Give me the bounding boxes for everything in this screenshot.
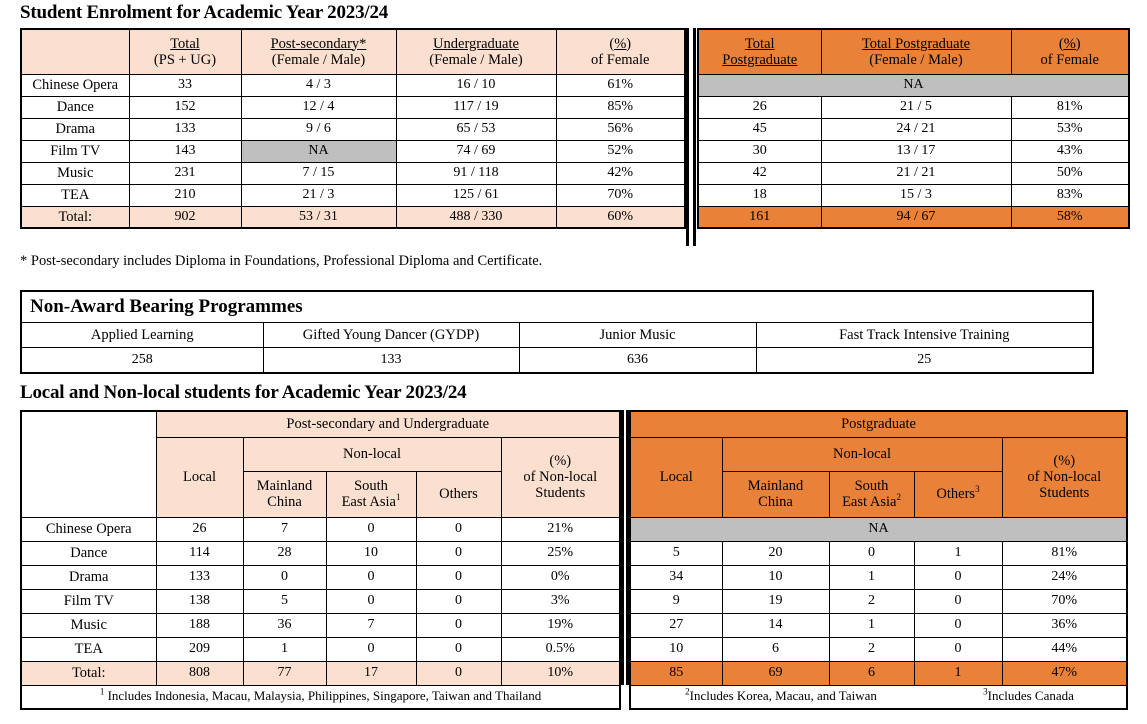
row-label: Drama <box>21 565 156 589</box>
non-award-banner-row <box>21 291 1093 323</box>
table-row <box>630 541 1127 565</box>
cell-percent-female: 56% <box>556 118 685 140</box>
total-mainland-china: 77 <box>243 661 326 685</box>
cell-pg-local: 27 <box>630 613 722 637</box>
table-separator-right <box>693 28 696 246</box>
local-nonlocal-table-left <box>20 410 621 710</box>
cell-undergraduate: 65 / 53 <box>396 118 556 140</box>
table-row <box>698 96 1129 118</box>
row-label: Music <box>21 613 156 637</box>
group-header-ps-ug: Post-secondary and Undergraduate <box>156 411 620 437</box>
total-post-secondary: 53 / 31 <box>241 206 396 228</box>
cell-percent-nonlocal: 0% <box>501 565 620 589</box>
header-pg-south-east-asia <box>829 471 914 517</box>
table3-group-row <box>21 411 620 437</box>
table3-separator-left <box>621 410 624 685</box>
cell-post-secondary: 9 / 6 <box>241 118 396 140</box>
table-row <box>21 613 620 637</box>
cell-local: 133 <box>156 565 243 589</box>
cell-local: 188 <box>156 613 243 637</box>
table3-subgroup-row <box>630 437 1127 471</box>
cell-pg-female-male: 21 / 5 <box>821 96 1011 118</box>
cell-pg-south-east-asia: 1 <box>829 613 914 637</box>
cell-undergraduate: 91 / 118 <box>396 162 556 184</box>
table-row <box>630 589 1127 613</box>
cell-pg-total: 30 <box>698 140 821 162</box>
cell-mainland-china: 1 <box>243 637 326 661</box>
table3-footnote-row <box>630 685 1127 709</box>
cell-undergraduate: 125 / 61 <box>396 184 556 206</box>
cell-mainland-china: 28 <box>243 541 326 565</box>
total-local: 808 <box>156 661 243 685</box>
non-award-value-row <box>21 348 1093 373</box>
header-total-pg-female-male <box>821 29 1011 74</box>
group-header-postgraduate: Postgraduate <box>630 411 1127 437</box>
header-total-pg-female-male-line2: (Female / Male) <box>869 51 963 68</box>
header-total <box>129 29 241 74</box>
cell-local: 26 <box>156 517 243 541</box>
cell-pg-percent-nonlocal: 44% <box>1002 637 1127 661</box>
cell-percent-nonlocal: 0.5% <box>501 637 620 661</box>
header-others: Others <box>416 471 501 517</box>
table-row <box>698 74 1129 96</box>
header-pg-others: Others$^3$ <box>914 471 1002 517</box>
cell-others: 0 <box>416 637 501 661</box>
cell-pg-mainland-china: 19 <box>722 589 829 613</box>
table3-corner-blank <box>21 411 156 517</box>
row-label: Dance <box>21 541 156 565</box>
sea-line2: East Asia$^2$ <box>842 492 901 510</box>
header-percent-female <box>556 29 685 74</box>
cell-local: 114 <box>156 541 243 565</box>
sea-line1: South <box>854 477 889 494</box>
header-undergraduate-line2: (Female / Male) <box>429 51 523 68</box>
header-post-secondary <box>241 29 396 74</box>
cell-pg-total: 18 <box>698 184 821 206</box>
cell-pg-south-east-asia: 2 <box>829 589 914 613</box>
mainland-line1: Mainland <box>747 477 804 494</box>
table-total-row <box>21 661 620 685</box>
header-pg-local: Local <box>630 437 722 517</box>
footnote-2-3 <box>630 685 1127 709</box>
header-pg-non-local: Non-local <box>722 437 1002 471</box>
cell-pg-percent-nonlocal: 36% <box>1002 613 1127 637</box>
cell-pg-mainland-china: 6 <box>722 637 829 661</box>
table3-group-row <box>630 411 1127 437</box>
cell-south-east-asia: 10 <box>326 541 416 565</box>
cell-pg-na: NA <box>698 74 1129 96</box>
cell-pg-percent-nonlocal: 70% <box>1002 589 1127 613</box>
table-row <box>21 541 620 565</box>
cell-others: 0 <box>416 565 501 589</box>
total-pg-others: 1 <box>914 661 1002 685</box>
non-award-value: 636 <box>519 348 756 373</box>
table-row <box>698 118 1129 140</box>
row-label: Film TV <box>21 589 156 613</box>
enrolment-table-left <box>20 28 686 229</box>
table-row <box>21 589 620 613</box>
table-row <box>698 184 1129 206</box>
cell-total: 33 <box>129 74 241 96</box>
cell-pg-total: 26 <box>698 96 821 118</box>
header-undergraduate-line1: Undergraduate <box>433 35 519 52</box>
cell-pg-others: 0 <box>914 613 1002 637</box>
total-label: Total: <box>21 661 156 685</box>
cell-percent-female: 85% <box>556 96 685 118</box>
cell-percent-nonlocal: 3% <box>501 589 620 613</box>
cell-pg-female-male: 24 / 21 <box>821 118 1011 140</box>
non-award-banner: Non-Award Bearing Programmes <box>21 291 1093 323</box>
cell-post-secondary: NA <box>241 140 396 162</box>
table-row <box>21 140 685 162</box>
total-pg-mainland-china: 69 <box>722 661 829 685</box>
non-award-header-row <box>21 323 1093 348</box>
non-award-column-header: Gifted Young Dancer (GYDP) <box>263 323 519 348</box>
cell-percent-female: 70% <box>556 184 685 206</box>
non-award-table <box>20 290 1094 374</box>
header-corner-blank <box>21 29 129 74</box>
cell-pg-percent-nonlocal: 24% <box>1002 565 1127 589</box>
total-pg-south-east-asia: 6 <box>829 661 914 685</box>
total-south-east-asia: 17 <box>326 661 416 685</box>
table-total-row <box>630 661 1127 685</box>
table-row <box>21 637 620 661</box>
cell-pg-others: 1 <box>914 541 1002 565</box>
row-label: TEA <box>21 637 156 661</box>
cell-post-secondary: 4 / 3 <box>241 74 396 96</box>
table-row <box>21 118 685 140</box>
cell-pg-local: 34 <box>630 565 722 589</box>
header-total-pg-female-male-line1: Total Postgraduate <box>861 35 971 52</box>
header-pg-percent-female-line1: (%) <box>1058 35 1081 52</box>
table-row <box>630 613 1127 637</box>
cell-south-east-asia: 0 <box>326 565 416 589</box>
pct-line1: (%) <box>1053 452 1076 469</box>
total-others: 0 <box>416 661 501 685</box>
header-pg-percent-female <box>1011 29 1129 74</box>
cell-post-secondary: 21 / 3 <box>241 184 396 206</box>
cell-pg-others: 0 <box>914 589 1002 613</box>
table3-footnote-row <box>21 685 620 709</box>
cell-undergraduate: 16 / 10 <box>396 74 556 96</box>
row-label: Film TV <box>21 140 129 162</box>
header-local: Local <box>156 437 243 517</box>
header-south-east-asia <box>326 471 416 517</box>
header-total-postgraduate-line1: Total <box>744 35 775 52</box>
cell-others: 0 <box>416 517 501 541</box>
mainland-line1: Mainland <box>256 477 313 494</box>
total-undergraduate: 488 / 330 <box>396 206 556 228</box>
cell-pg-total: 42 <box>698 162 821 184</box>
cell-pg-south-east-asia: 0 <box>829 541 914 565</box>
footnote-3: $^3$Includes Canada <box>983 687 1074 704</box>
non-award-column-header: Fast Track Intensive Training <box>756 323 1093 348</box>
table-header-row <box>698 29 1129 74</box>
local-nonlocal-table-right <box>629 410 1128 710</box>
total-percent-nonlocal: 10% <box>501 661 620 685</box>
row-label: Chinese Opera <box>21 517 156 541</box>
cell-pg-local: 10 <box>630 637 722 661</box>
total-pg-local: 85 <box>630 661 722 685</box>
cell-south-east-asia: 0 <box>326 637 416 661</box>
non-award-value: 133 <box>263 348 519 373</box>
total-pg-percent-female: 58% <box>1011 206 1129 228</box>
total-label: Total: <box>21 206 129 228</box>
sea-line2: East Asia$^1$ <box>341 492 401 510</box>
cell-percent-female: 52% <box>556 140 685 162</box>
row-label: Music <box>21 162 129 184</box>
cell-pg-female-male: 21 / 21 <box>821 162 1011 184</box>
header-mainland-china <box>243 471 326 517</box>
pct-line1: (%) <box>549 452 572 469</box>
header-non-local: Non-local <box>243 437 501 471</box>
enrolment-footnote: * Post-secondary includes Diploma in Foundations, Professional Diploma and Certificate. <box>20 253 543 269</box>
table-row <box>21 517 620 541</box>
table-separator-left <box>686 28 689 246</box>
header-total-postgraduate <box>698 29 821 74</box>
mainland-line2: China <box>758 494 793 510</box>
table-row <box>21 74 685 96</box>
cell-mainland-china: 5 <box>243 589 326 613</box>
local-nonlocal-title: Local and Non-local students for Academic Year 2023/24 <box>20 382 467 403</box>
row-label: TEA <box>21 184 129 206</box>
header-post-secondary-line1: Post-secondary* <box>270 35 367 52</box>
header-total-postgraduate-line2: Postgraduate <box>722 51 798 68</box>
cell-pg-mainland-china: 14 <box>722 613 829 637</box>
pct-line2: of Non-local <box>523 468 598 485</box>
cell-south-east-asia: 0 <box>326 589 416 613</box>
cell-undergraduate: 74 / 69 <box>396 140 556 162</box>
cell-total: 133 <box>129 118 241 140</box>
total-percent-female: 60% <box>556 206 685 228</box>
header-post-secondary-line2: (Female / Male) <box>271 51 366 68</box>
header-total-line2: (PS + UG) <box>153 51 217 68</box>
cell-percent-nonlocal: 25% <box>501 541 620 565</box>
cell-pg-mainland-china: 20 <box>722 541 829 565</box>
total-pg-percent-nonlocal: 47% <box>1002 661 1127 685</box>
enrolment-title: Student Enrolment for Academic Year 2023/24 <box>20 2 389 23</box>
cell-percent-female: 61% <box>556 74 685 96</box>
cell-pg-percent-nonlocal: 81% <box>1002 541 1127 565</box>
non-award-value: 258 <box>21 348 263 373</box>
cell-pg-total: 45 <box>698 118 821 140</box>
table-total-row <box>698 206 1129 228</box>
table-row <box>698 162 1129 184</box>
header-percent-female-line2: of Female <box>591 51 650 68</box>
cell-mainland-china: 0 <box>243 565 326 589</box>
enrolment-table-right <box>697 28 1130 229</box>
cell-pg-percent-female: 81% <box>1011 96 1129 118</box>
cell-pg-local: 9 <box>630 589 722 613</box>
cell-pg-south-east-asia: 2 <box>829 637 914 661</box>
table-row <box>698 140 1129 162</box>
footnote-1: $^1$ Includes Indonesia, Macau, Malaysia, Philippines, Singapore, Taiwan and Thailand <box>21 685 620 709</box>
cell-south-east-asia: 0 <box>326 517 416 541</box>
header-pg-percent-nonlocal <box>1002 437 1127 517</box>
non-award-value: 25 <box>756 348 1093 373</box>
table-header-row <box>21 29 685 74</box>
cell-total: 152 <box>129 96 241 118</box>
cell-post-secondary: 7 / 15 <box>241 162 396 184</box>
header-pg-mainland-china <box>722 471 829 517</box>
table-row <box>21 184 685 206</box>
cell-pg-female-male: 15 / 3 <box>821 184 1011 206</box>
header-percent-nonlocal <box>501 437 620 517</box>
table-row <box>21 162 685 184</box>
table-row <box>21 96 685 118</box>
footnote-2: $^2$Includes Korea, Macau, and Taiwan <box>685 687 877 704</box>
non-award-column-header: Junior Music <box>519 323 756 348</box>
sea-line1: South <box>354 477 388 494</box>
table-total-row <box>21 206 685 228</box>
row-label: Chinese Opera <box>21 74 129 96</box>
cell-pg-south-east-asia: 1 <box>829 565 914 589</box>
cell-total: 231 <box>129 162 241 184</box>
pct-line3: Students <box>535 485 586 502</box>
table-row <box>21 565 620 589</box>
cell-total: 143 <box>129 140 241 162</box>
table-row <box>630 517 1127 541</box>
non-award-column-header: Applied Learning <box>21 323 263 348</box>
table-row <box>630 637 1127 661</box>
header-percent-female-line1: (%) <box>609 35 632 52</box>
cell-pg-female-male: 13 / 17 <box>821 140 1011 162</box>
header-total-line1: Total <box>170 35 200 52</box>
cell-percent-nonlocal: 21% <box>501 517 620 541</box>
cell-pg-local: 5 <box>630 541 722 565</box>
mainland-line2: China <box>267 494 302 510</box>
cell-others: 0 <box>416 613 501 637</box>
cell-local: 138 <box>156 589 243 613</box>
total-pg-female-male: 94 / 67 <box>821 206 1011 228</box>
cell-south-east-asia: 7 <box>326 613 416 637</box>
cell-pg-percent-female: 53% <box>1011 118 1129 140</box>
header-pg-percent-female-line2: of Female <box>1040 51 1099 68</box>
total-total: 902 <box>129 206 241 228</box>
cell-percent-female: 42% <box>556 162 685 184</box>
cell-pg-percent-female: 50% <box>1011 162 1129 184</box>
table-row <box>630 565 1127 589</box>
cell-pg-others: 0 <box>914 637 1002 661</box>
total-pg-total: 161 <box>698 206 821 228</box>
row-label: Drama <box>21 118 129 140</box>
pct-line3: Students <box>1039 485 1090 502</box>
cell-others: 0 <box>416 541 501 565</box>
cell-mainland-china: 7 <box>243 517 326 541</box>
cell-pg-mainland-china: 10 <box>722 565 829 589</box>
cell-pg-na: NA <box>630 517 1127 541</box>
cell-mainland-china: 36 <box>243 613 326 637</box>
cell-pg-percent-female: 43% <box>1011 140 1129 162</box>
cell-pg-percent-female: 83% <box>1011 184 1129 206</box>
cell-pg-others: 0 <box>914 565 1002 589</box>
cell-total: 210 <box>129 184 241 206</box>
pct-line2: of Non-local <box>1027 468 1102 485</box>
cell-local: 209 <box>156 637 243 661</box>
cell-others: 0 <box>416 589 501 613</box>
row-label: Dance <box>21 96 129 118</box>
cell-post-secondary: 12 / 4 <box>241 96 396 118</box>
cell-percent-nonlocal: 19% <box>501 613 620 637</box>
header-undergraduate <box>396 29 556 74</box>
cell-undergraduate: 117 / 19 <box>396 96 556 118</box>
